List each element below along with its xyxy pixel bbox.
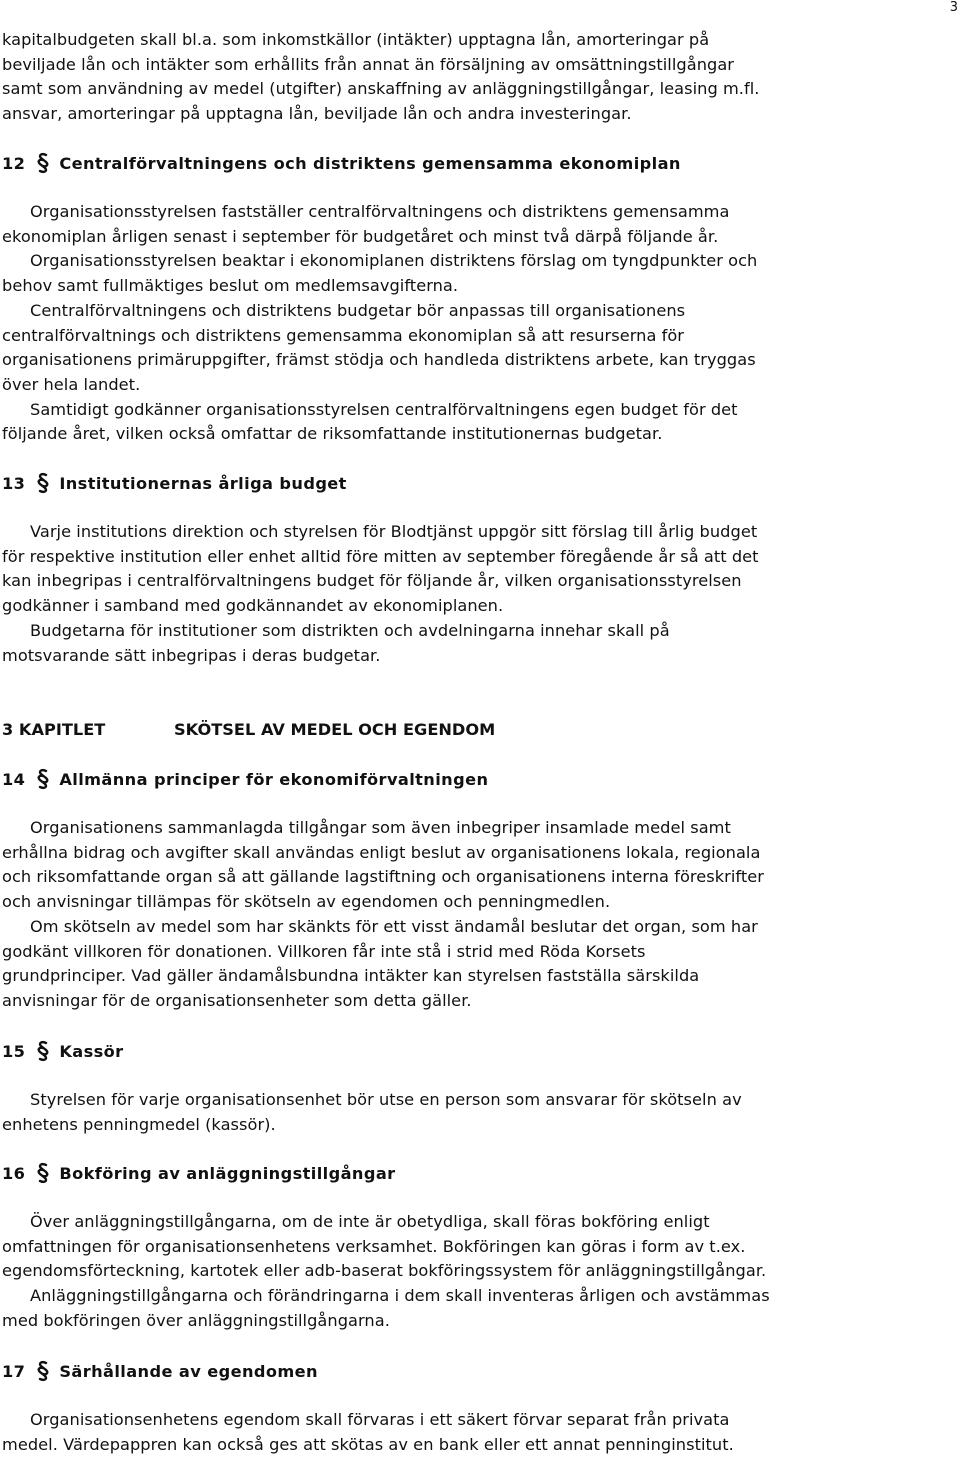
text-line: samt som användning av medel (utgifter) anskaffning av anläggningstillgångar, leasing m.fl. [2, 79, 760, 99]
text-line: Om skötseln av medel som har skänkts för ett visst ändamål beslutar det organ, som har [30, 916, 758, 936]
paragraph [2, 915, 954, 1014]
section-title: Kassör [59, 1042, 124, 1061]
text-line: godkänner i samband med godkännandet av ekonomiplanen. [2, 596, 504, 616]
section-number: 15 [2, 1042, 26, 1061]
text-line: och anvisningar tillämpas för skötseln av egendomen och penningmedlen. [2, 892, 611, 912]
text-line: grundprinciper. Vad gäller ändamålsbundna intäkter kan styrelsen fastställa särskilda [2, 966, 700, 986]
section-number: 13 [2, 474, 26, 493]
text-line: motsvarande sätt inbegripas i deras budgetar. [2, 645, 381, 665]
paragraph [2, 1088, 954, 1137]
text-line: Organisationsstyrelsen fastställer centralförvaltningens och distriktens gemensamma [30, 202, 730, 221]
paragraph [2, 1284, 954, 1333]
text-line: Styrelsen för varje organisationsenhet bör utse en person som ansvarar för skötseln av [30, 1090, 742, 1109]
section-sign-icon [34, 1040, 52, 1062]
paragraph [2, 398, 954, 447]
text-line: följande året, vilken också omfattar de riksomfattande institutionernas budgetar. [2, 424, 663, 444]
text-line: Över anläggningstillgångarna, om de inte är obetydliga, skall föras bokföring enligt [30, 1212, 710, 1231]
text-line: behov samt fullmäktiges beslut om medlemsavgifterna. [2, 276, 459, 296]
paragraph [2, 520, 954, 619]
section-heading-16 [2, 1162, 396, 1186]
text-line: Varje institutions direktion och styrelsen för Blodtjänst uppgör sitt förslag till årlig budget [30, 522, 758, 541]
paragraph [2, 249, 954, 298]
page-number: 3 [949, 0, 958, 15]
paragraph [2, 299, 954, 398]
section-heading-17 [2, 1360, 318, 1384]
section-body-14 [2, 816, 954, 1014]
section-title: Centralförvaltningens och distriktens gemensamma ekonomiplan [59, 154, 681, 173]
text-line: godkänt villkoren för donationen. Villkoren får inte stå i strid med Röda Korsets [2, 941, 646, 961]
paragraph [2, 619, 954, 668]
text-line: ekonomiplan årligen senast i september för budgetåret och minst två därpå följande år. [2, 226, 719, 246]
section-sign-icon [34, 1360, 52, 1382]
text-line: Budgetarna för institutioner som distrikten och avdelningarna innehar skall på [30, 620, 670, 640]
text-line: egendomsförteckning, kartotek eller adb-baserat bokföringssystem för anläggningstillgångar. [2, 1261, 767, 1281]
text-line: för respektive institution eller enhet alltid före mitten av september föregående år så att det [2, 546, 759, 566]
section-body-12 [2, 200, 954, 447]
paragraph [2, 816, 954, 915]
text-line: ansvar, amorteringar på upptagna lån, beviljade lån och andra investeringar. [2, 104, 632, 124]
section-body-17 [2, 1408, 954, 1457]
chapter-number: 3 KAPITLET [2, 720, 106, 739]
intro-paragraph [2, 28, 954, 127]
section-heading-13 [2, 472, 347, 496]
section-number: 17 [2, 1362, 26, 1381]
chapter-heading [2, 718, 496, 742]
section-body-15 [2, 1088, 954, 1137]
section-title: Särhållande av egendomen [59, 1362, 318, 1381]
paragraph [2, 200, 954, 249]
text-line: och riksomfattande organ så att gällande lagstiftning och organisationens interna föreskrifter [2, 867, 765, 887]
chapter-title: SKÖTSEL AV MEDEL OCH EGENDOM [174, 720, 496, 739]
text-line: Organisationsenhetens egendom skall förvaras i ett säkert förvar separat från privata [30, 1410, 730, 1429]
section-body-16 [2, 1210, 954, 1334]
text-line: Samtidigt godkänner organisationsstyrelsen centralförvaltningens egen budget för det [30, 399, 738, 419]
section-sign-icon [34, 472, 52, 494]
text-line: kan inbegripas i centralförvaltningens budget för följande år, vilken organisationsstyrelsen [2, 571, 742, 591]
text-line: över hela landet. [2, 374, 141, 394]
text-line: med bokföringen över anläggningstillgångarna. [2, 1310, 390, 1330]
text-line: organisationens primäruppgifter, främst stödja och handleda distriktens arbete, kan tryggas [2, 350, 756, 370]
section-sign-icon [34, 768, 52, 790]
text-line: centralförvaltnings och distriktens gemensamma ekonomiplan så att resurserna för [2, 325, 685, 345]
paragraph [2, 1210, 954, 1284]
text-line: anvisningar för de organisationsenheter som detta gäller. [2, 990, 472, 1010]
section-number: 16 [2, 1164, 26, 1183]
section-title: Bokföring av anläggningstillgångar [59, 1164, 396, 1183]
text-line: beviljade lån och intäkter som erhållits från annat än försäljning av omsättningstillgångar [2, 54, 734, 74]
section-sign-icon [34, 152, 52, 174]
text-line: kapitalbudgeten skall bl.a. som inkomstkällor (intäkter) upptagna lån, amorteringar på [2, 30, 710, 49]
text-line: Anläggningstillgångarna och förändringarna i dem skall inventeras årligen och avstämmas [30, 1286, 770, 1306]
section-body-13 [2, 520, 954, 668]
section-heading-15 [2, 1040, 124, 1064]
text-line: erhållna bidrag och avgifter skall användas enligt beslut av organisationens lokala, regionala [2, 842, 761, 862]
section-heading-14 [2, 768, 488, 792]
section-number: 12 [2, 154, 26, 173]
section-number: 14 [2, 770, 26, 789]
text-line: Centralförvaltningens och distriktens budgetar bör anpassas till organisationens [30, 300, 686, 320]
text-line: Organisationsstyrelsen beaktar i ekonomiplanen distriktens förslag om tyngdpunkter och [30, 251, 758, 271]
section-title: Institutionernas årliga budget [59, 474, 347, 493]
section-heading-12 [2, 152, 681, 176]
text-line: enhetens penningmedel (kassör). [2, 1114, 276, 1134]
text-line: omfattningen för organisationsenhetens verksamhet. Bokföringen kan göras i form av t.ex. [2, 1236, 746, 1256]
section-sign-icon [34, 1162, 52, 1184]
section-title: Allmänna principer för ekonomiförvaltningen [59, 770, 489, 789]
paragraph [2, 1408, 954, 1457]
text-line: Organisationens sammanlagda tillgångar som även inbegriper insamlade medel samt [30, 818, 731, 837]
text-line: medel. Värdepappren kan också ges att skötas av en bank eller ett annat penninginstitut. [2, 1434, 734, 1454]
